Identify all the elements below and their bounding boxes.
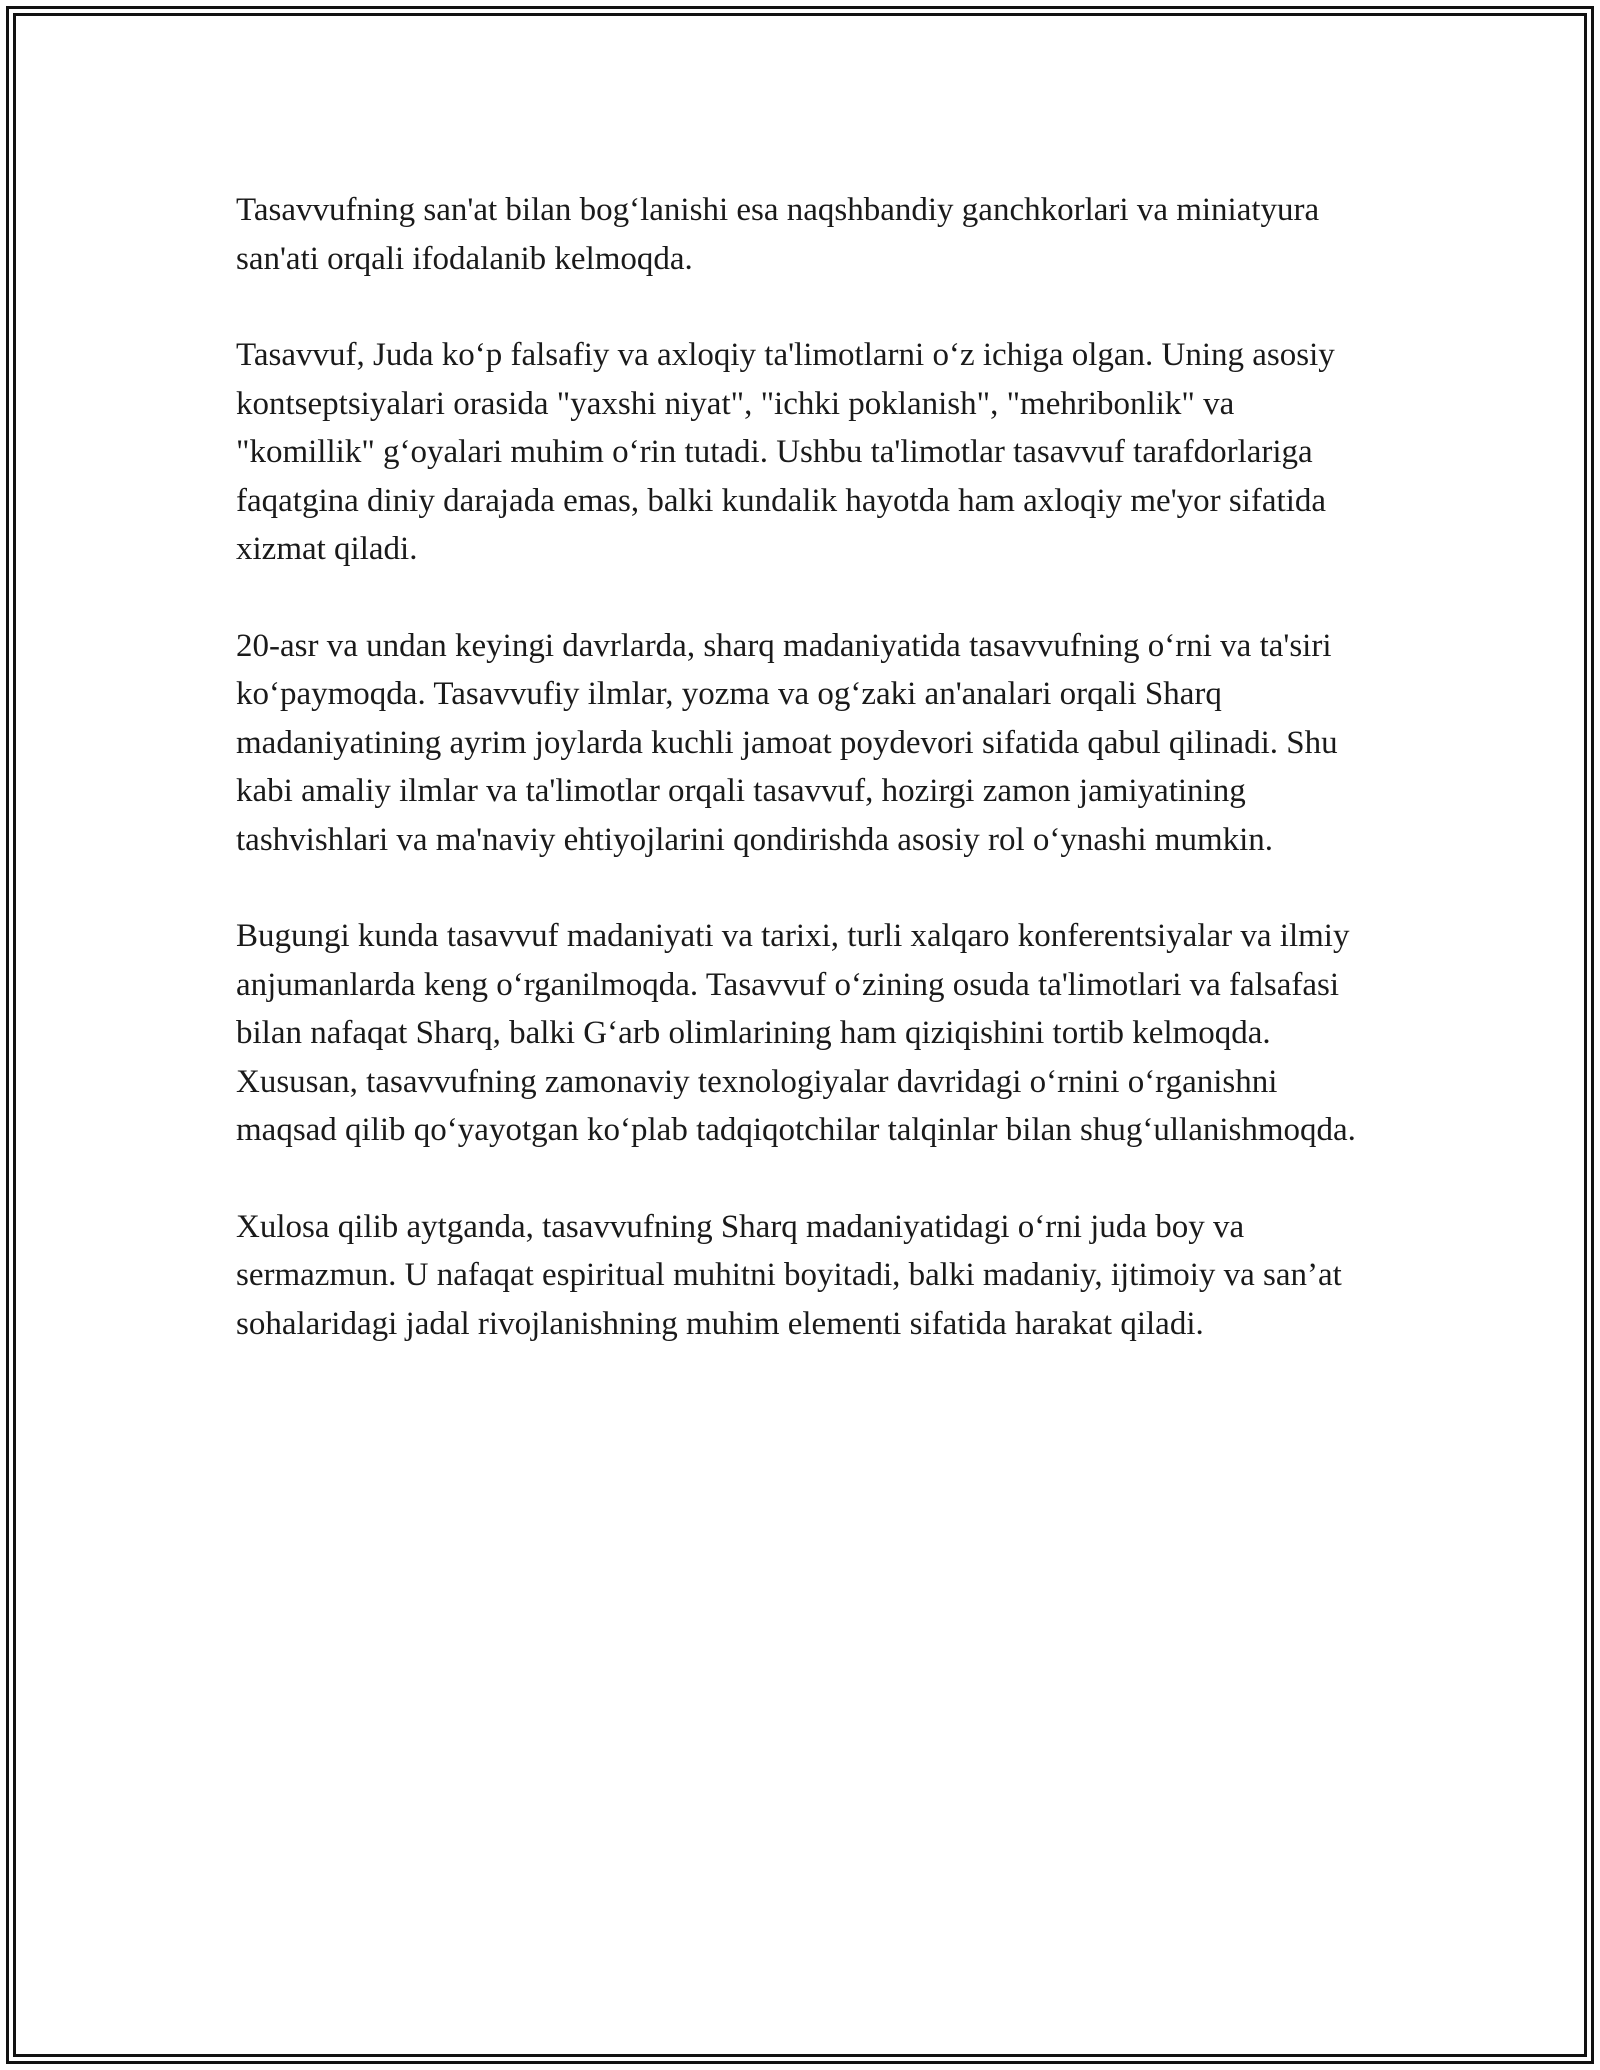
paragraph-art-connection: Tasavvufning san'at bilan bog‘lanishi esa naqshbandiy ganchkorlari va miniatyura san'ati orqali ifodalanib kelmoqda. [236,192,1320,277]
paragraph-conclusion: Xulosa qilib aytganda, tasavvufning Sharq madaniyatidagi o‘rni juda boy va sermazmun. U nafaqat espiritual muhitni boyitadi, balki madaniy, ijtimoiy va san’at sohalaridagi jadal rivojlanishning muhim elementi sifatida harakat qiladi. [236,1208,1342,1342]
paragraph-20th-century: 20-asr va undan keyingi davrlarda, sharq madaniyatida tasavvufning o‘rni va ta'siri ko‘paymoqda. Tasavvufiy ilmlar, yozma va og‘zaki an'analari orqali Sharq madaniyatining ayrim joylarda kuchli jamoat poydevori sifatida qabul qilinadi. Shu kabi amaliy ilmlar va ta'limotlar orqali tasavvuf, hozirgi zamon jamiyatining tashvishlari va ma'naviy ehtiyojlarini qondirishda asosiy rol o‘ynashi mumkin. [236,627,1338,858]
paragraph-ethical-teachings: Tasavvuf, Juda ko‘p falsafiy va axloqiy ta'limotlarni o‘z ichiga olgan. Uning asosiy kontseptsiyalari orasida "yaxshi niyat", "ichki poklanish", "mehribonlik" va "komillik" g‘oyalari muhim o‘rin tutadi. Ushbu ta'limotlar tasavvuf tarafdorlariga faqatgina diniy darajada emas, balki kundalik hayotda ham axloqiy me'yor sifatida xizmat qiladi. [236,337,1335,567]
paragraph-modern-research: Bugungi kunda tasavvuf madaniyati va tarixi, turli xalqaro konferentsiyalar va ilmiy anjumanlarda keng o‘rganilmoqda. Tasavvuf o‘zining osuda ta'limotlari va falsafasi bilan nafaqat Sharq, balki G‘arb olimlarining ham qiziqishini tortib kelmoqda. Xususan, tasavvufning zamonaviy texnologiyalar davridagi o‘rnini o‘rganishni maqsad qilib qo‘yayotgan ko‘plab tadqiqotchilar talqinlar bilan shug‘ullanishmoqda. [236,918,1356,1148]
page-content [236,186,1376,1396]
